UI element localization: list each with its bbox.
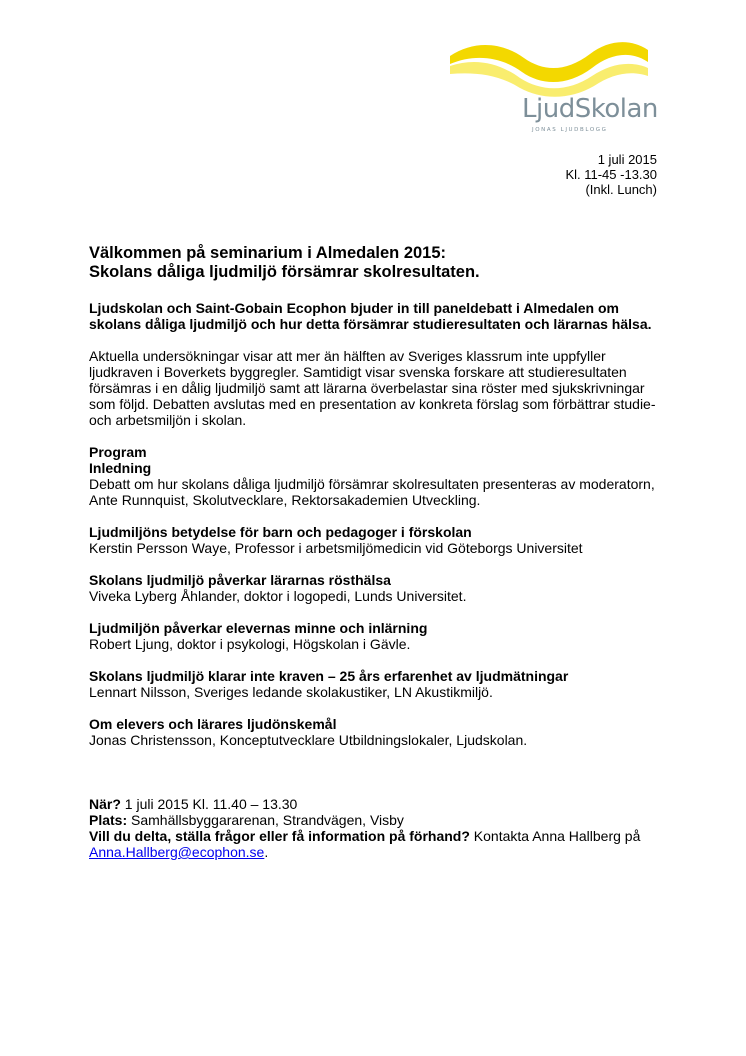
where-label: Plats: (89, 812, 128, 828)
title-line-2: Skolans dåliga ljudmiljö försämrar skolresultaten. (89, 263, 480, 281)
contact-end: . (264, 844, 269, 860)
contact-label: Vill du delta, ställa frågor eller få information på förhand? (89, 828, 470, 844)
program-item-text: Debatt om hur skolans dåliga ljudmiljö försämrar skolresultaten presenteras av moderatorn, Ante Runnquist, Skolutvecklare, Rektorsakademien Utveckling. (89, 476, 655, 508)
program-item-title: Skolans ljudmiljö klarar inte kraven – 25 års erfarenhet av ljudmätningar (89, 668, 569, 684)
info-where (89, 812, 659, 828)
document-body (89, 244, 659, 860)
email-link[interactable]: Anna.Hallberg@ecophon.se (89, 844, 265, 860)
program-item (89, 620, 659, 652)
document-title (89, 244, 659, 282)
intro-paragraph: Aktuella undersökningar visar att mer än hälften av Sveriges klassrum inte uppfyller ljudkraven i Boverkets byggregler. Samtidigt visar svenska forskare att studieresultaten försämras i en dålig ljudmiljö samt att lärarna överbelastar sina röster med sjukskrivningar som följd. Debatten avslutas med en presentation av konkreta förslag som förbättrar studie- och arbetsmiljön i skolan. (89, 348, 656, 428)
info-when (89, 796, 659, 812)
date-block (565, 152, 657, 197)
when-value: 1 juli 2015 Kl. 11.40 – 13.30 (120, 796, 298, 812)
program-item-title: Ljudmiljön påverkar elevernas minne och inlärning (89, 620, 428, 636)
event-note: (Inkl. Lunch) (585, 182, 657, 197)
program-item (89, 572, 659, 604)
program-item (89, 716, 659, 748)
program-item-text: Lennart Nilsson, Sveriges ledande skolakustiker, LN Akustikmiljö. (89, 684, 493, 700)
program-item-text: Kerstin Persson Waye, Professor i arbetsmiljömedicin vid Göteborgs Universitet (89, 540, 583, 556)
lead-paragraph: Ljudskolan och Saint-Gobain Ecophon bjuder in till paneldebatt i Almedalen om skolans dåliga ljudmiljö och hur detta försämrar studieresultaten och lärarnas hälsa. (89, 300, 652, 332)
when-label: När? (89, 796, 121, 812)
contact-text: Kontakta Anna Hallberg på (469, 828, 641, 844)
logo-tagline: JONAS LJUDBLOGG (532, 127, 608, 133)
program-item-title: Inledning (89, 460, 152, 476)
program-item (89, 460, 659, 508)
where-value: Samhällsbyggararenan, Strandvägen, Visby (127, 812, 404, 828)
program-item-title: Skolans ljudmiljö påverkar lärarnas rösthälsa (89, 572, 391, 588)
ljudskolan-logo (444, 36, 658, 133)
event-date: 1 juli 2015 (597, 152, 657, 167)
event-time: Kl. 11-45 -13.30 (565, 167, 657, 182)
logo-name: LjudSkolan (522, 94, 658, 124)
program-item (89, 524, 659, 556)
program-item-text: Viveka Lyberg Åhlander, doktor i logopedi, Lunds Universitet. (89, 588, 467, 604)
info-contact (89, 828, 659, 860)
program-item-title: Ljudmiljöns betydelse för barn och pedagoger i förskolan (89, 524, 472, 540)
program-heading: Program (89, 444, 147, 460)
program-item (89, 668, 659, 700)
program-item-text: Jonas Christensson, Konceptutvecklare Utbildningslokaler, Ljudskolan. (89, 732, 528, 748)
title-line-1: Välkommen på seminarium i Almedalen 2015: (89, 244, 447, 262)
program-item-title: Om elevers och lärares ljudönskemål (89, 716, 337, 732)
program-item-text: Robert Ljung, doktor i psykologi, Högskolan i Gävle. (89, 636, 411, 652)
